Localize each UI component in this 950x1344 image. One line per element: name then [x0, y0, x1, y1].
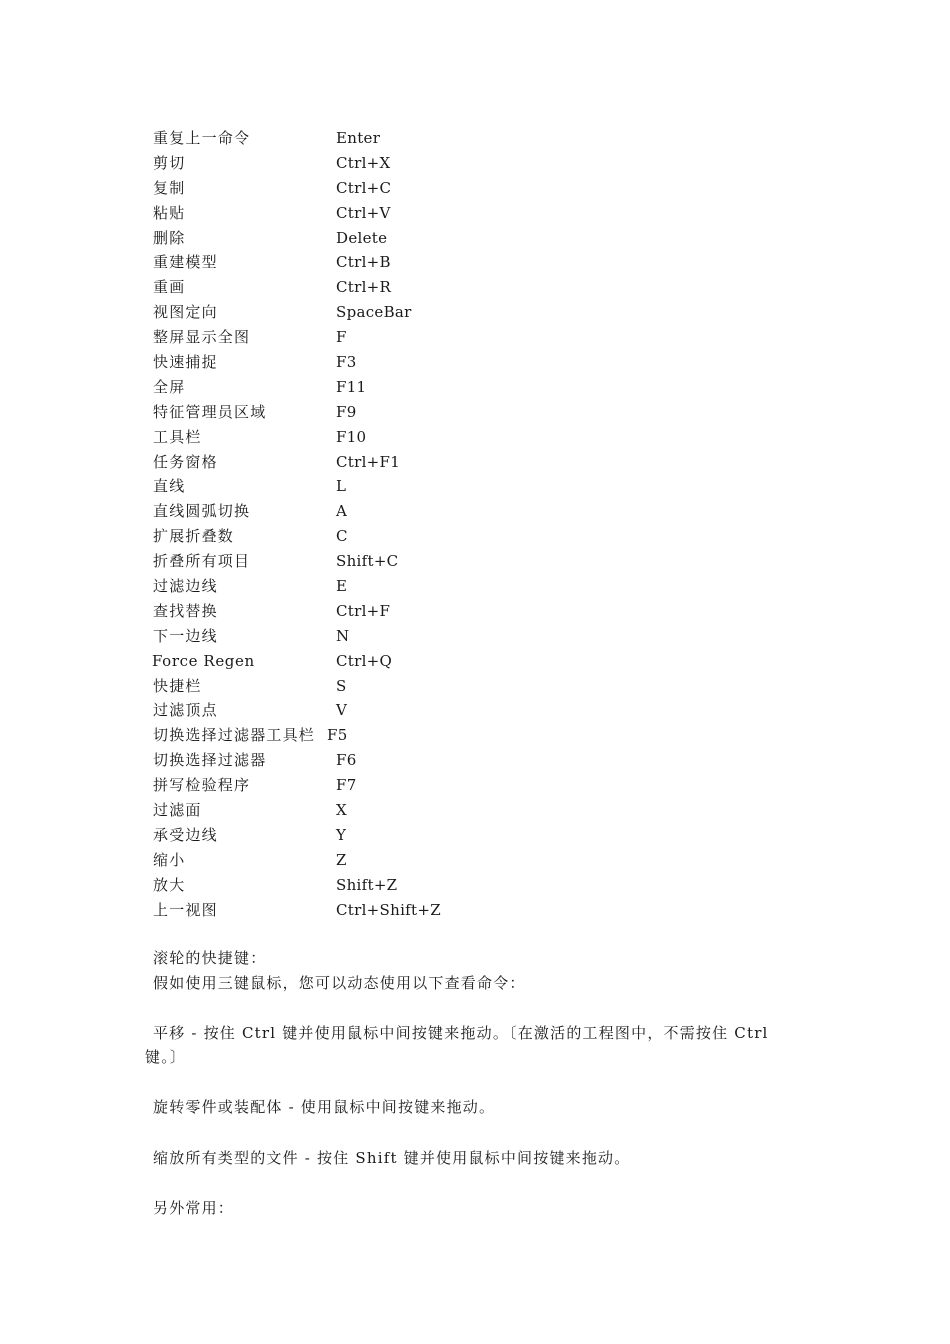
shortcut-command: 缩小 [153, 850, 186, 869]
shortcut-command: 上一视图 [153, 900, 218, 919]
shortcut-key: Ctrl+X [336, 153, 391, 172]
shortcut-key: Ctrl+Shift+Z [336, 900, 441, 919]
shortcut-command: 重建模型 [153, 253, 218, 272]
other-common-heading: 另外常用： [153, 1199, 235, 1217]
shortcut-command: 过滤顶点 [153, 701, 218, 720]
shortcut-command: 复制 [153, 178, 186, 197]
shortcut-row [153, 873, 753, 898]
shortcut-row [153, 798, 753, 823]
shortcut-command: 重复上一命令 [153, 129, 251, 147]
shortcut-row [153, 151, 753, 176]
shortcut-command: 过滤边线 [153, 577, 218, 596]
shortcut-key: F7 [336, 776, 357, 795]
shortcut-key: Ctrl+F [336, 601, 391, 620]
shortcut-key: L [336, 477, 347, 496]
shortcut-row [153, 848, 753, 873]
shortcut-key: F5 [327, 726, 348, 745]
shortcut-row [153, 698, 753, 723]
shortcut-command: 重画 [153, 278, 186, 297]
shortcut-key: F [336, 328, 347, 347]
shortcut-command: 整屏显示全图 [153, 328, 251, 347]
shortcut-command: 工具栏 [153, 427, 202, 446]
shortcut-row [153, 723, 753, 748]
shortcut-row [153, 674, 753, 699]
shortcut-table [153, 126, 753, 923]
shortcut-key: F9 [336, 402, 357, 421]
shortcut-command: 快捷栏 [153, 676, 202, 695]
shortcut-command: 查找替换 [153, 601, 218, 620]
shortcut-command: 下一边线 [153, 626, 218, 645]
shortcut-key: Ctrl+V [336, 203, 391, 222]
shortcut-command: 折叠所有项目 [153, 552, 251, 571]
shortcut-row [153, 898, 753, 923]
shortcut-key: Ctrl+Q [336, 651, 393, 670]
shortcut-key: Ctrl+B [336, 253, 391, 272]
shortcut-command: 切换选择过滤器 [153, 751, 267, 770]
shortcut-command: 扩展折叠数 [153, 527, 235, 546]
shortcut-command: 全屏 [153, 377, 186, 396]
pan-instruction: 平移 - 按住 Ctrl 键并使用鼠标中间按键来拖动。〔在激活的工程图中，不需按住 Ctrl [153, 1024, 769, 1042]
shortcut-key: Ctrl+C [336, 178, 392, 197]
shortcut-row [153, 748, 753, 773]
shortcut-command: 拼写检验程序 [153, 776, 251, 795]
shortcut-key: N [336, 626, 350, 645]
shortcut-command: 直线圆弧切换 [153, 502, 251, 521]
shortcut-row [153, 400, 753, 425]
shortcut-key: Shift+C [336, 552, 399, 571]
shortcut-key: Ctrl+R [336, 278, 392, 297]
shortcut-key: Y [336, 825, 347, 844]
shortcut-row [153, 823, 753, 848]
shortcut-row [153, 425, 753, 450]
shortcut-key: Z [336, 850, 347, 869]
shortcut-command: 快速捕捉 [153, 353, 218, 372]
shortcut-command: 粘贴 [153, 203, 186, 222]
shortcut-row [153, 375, 753, 400]
shortcut-row [153, 300, 753, 325]
shortcut-key: F10 [336, 427, 367, 446]
shortcut-row [153, 649, 753, 674]
shortcut-command: 剪切 [153, 153, 186, 172]
shortcut-row [153, 126, 753, 151]
shortcut-row [153, 624, 753, 649]
rotate-instruction: 旋转零件或装配体 - 使用鼠标中间按键来拖动。 [153, 1098, 496, 1116]
wheel-intro: 假如使用三键鼠标，您可以动态使用以下查看命令： [153, 974, 526, 992]
wheel-heading: 滚轮的快捷键： [153, 949, 267, 967]
shortcut-key: F3 [336, 353, 357, 372]
shortcut-key: S [336, 676, 347, 695]
shortcut-row [153, 499, 753, 524]
shortcut-row [153, 450, 753, 475]
shortcut-key: Ctrl+F1 [336, 452, 401, 471]
shortcut-key: F11 [336, 377, 367, 396]
shortcut-row [153, 325, 753, 350]
shortcut-row [153, 201, 753, 226]
shortcut-key: SpaceBar [336, 303, 412, 322]
shortcut-row [153, 574, 753, 599]
shortcut-key: A [336, 502, 348, 521]
shortcut-key: C [336, 527, 348, 546]
shortcut-command: 任务窗格 [153, 452, 218, 471]
shortcut-key: X [336, 801, 347, 820]
shortcut-command: 直线 [153, 477, 186, 496]
shortcut-row [153, 524, 753, 549]
shortcut-key: Shift+Z [336, 875, 398, 894]
shortcut-command: 特征管理员区域 [153, 402, 267, 421]
shortcut-row [153, 350, 753, 375]
shortcut-command: Force Regen [152, 651, 255, 670]
shortcut-key: Enter [336, 129, 381, 147]
shortcut-command: 切换选择过滤器工具栏 [153, 726, 316, 745]
shortcut-row [153, 250, 753, 275]
shortcut-row [153, 275, 753, 300]
shortcut-command: 承受边线 [153, 825, 218, 844]
pan-instruction-continued: 键。〕 [145, 1048, 187, 1066]
shortcut-row [153, 474, 753, 499]
shortcut-key: F6 [336, 751, 357, 770]
shortcut-row [153, 226, 753, 251]
shortcut-row [153, 176, 753, 201]
shortcut-row [153, 773, 753, 798]
shortcut-command: 删除 [153, 228, 186, 247]
shortcut-key: E [336, 577, 348, 596]
shortcut-key: V [336, 701, 348, 720]
shortcut-row [153, 549, 753, 574]
shortcut-command: 视图定向 [153, 303, 218, 322]
shortcut-command: 放大 [153, 875, 186, 894]
shortcut-row [153, 599, 753, 624]
shortcut-command: 过滤面 [153, 801, 202, 820]
zoom-instruction: 缩放所有类型的文件 - 按住 Shift 键并使用鼠标中间按键来拖动。 [153, 1149, 631, 1167]
shortcut-key: Delete [336, 228, 388, 247]
